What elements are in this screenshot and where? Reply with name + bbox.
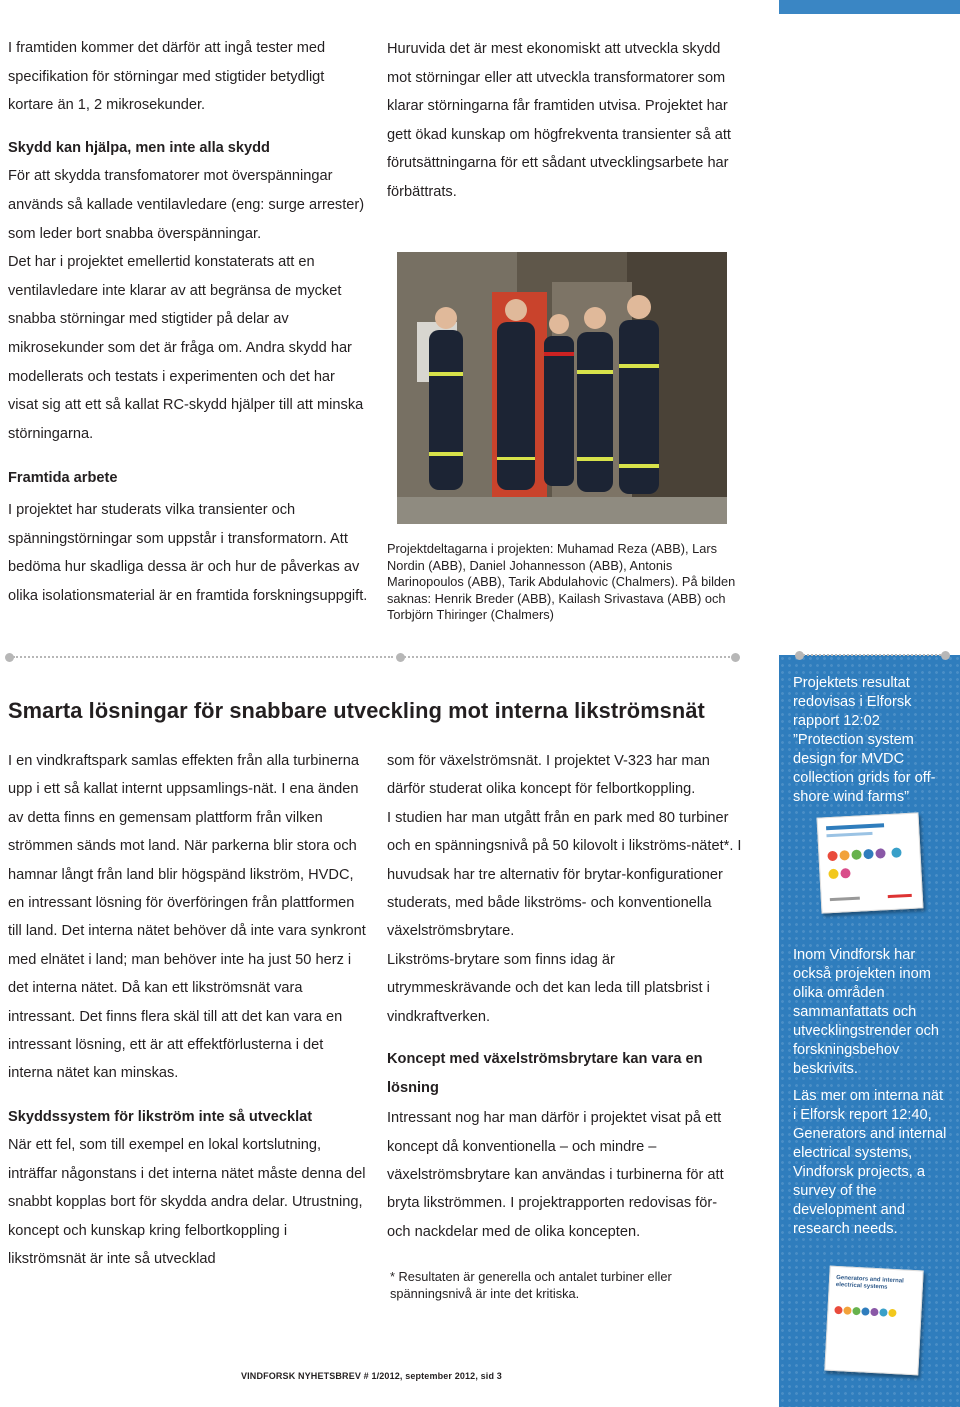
section-heading-koncept: Koncept med växelströmsbrytare kan vara en lösning — [387, 1051, 703, 1096]
paragraph-koncept: Intressant nog har man därför i projektet visat på ett koncept då konventionella – och mindre – växelströmsbrytare kan användas i turbinerna för att bryta likströmmen. I projektrapporten redovisas för- och nackdelar med de olika koncepten. — [387, 1110, 724, 1240]
article-title: Smarta lösningar för snabbare utveckling mot interna likströmsnät — [8, 698, 705, 723]
section-heading-skydd: Skydd kan hjälpa, men inte alla skydd — [8, 139, 270, 156]
intro-paragraph: I framtiden kommer det därför att ingå tester med specifikation för störningar med stigtider betydligt kortare än 1, 2 mikrosekunder. — [8, 40, 326, 114]
report-cover-1202-image — [817, 812, 924, 913]
paragraph-uppsamlingsnat: I en vindkraftspark samlas effekten från alla turbinerna upp i ett så kallat internt uppsamlings-nät. I ena änden av detta finns en gemensam plattform från vilken strömmen sänds mot land. När parkerna blir stora och hamnar långt från land blir högspänd likström, HVDC, en intressant lösning för överföringen från plattformen till land. Det interna nätet behöver då inte vara synkront med elnätet i land; man behöver inte ha just 50 herz i det interna nätet. Då kan ett likströmsnät vara intressant. Det finns flera skäl till att det kan vara en intressant lösning, ett är att effektförlusterna i det interna nätet kan minskas. — [8, 753, 366, 1082]
paragraph-ventilavledare: För att skydda transfomatorer mot överspänningar används så kallade ventilavledare (eng: surge arrester) som leder bort snabba överspänningar. — [8, 168, 365, 242]
project-participants-photo — [397, 252, 727, 524]
photo-caption: Projektdeltagarna i projekten: Muhamad Reza (ABB), Lars Nordin (ABB), Daniel Johannesson (ABB), Antonis Marinopoulos (ABB), Tarik Abdulahovic (Chalmers). På bilden saknas: Henrik Breder (ABB), Kailash Srivastava (ABB) och Torbjörn Thiringer (Chalmers) — [387, 541, 736, 623]
sidebar-divider-rule — [803, 654, 945, 656]
paragraph-v323: som för växelströmsnät. I projektet V-323 har man därför studerat olika koncept för felbortkoppling. — [387, 753, 710, 798]
sidebar-box-vindforsk-trends: Inom Vindforsk har också projekten inom olika områden sammanfattats och utvecklingstrender och forskningsbehov beskrivits. — [793, 947, 940, 1077]
section-divider-rule — [13, 656, 393, 658]
sidebar-panel — [779, 655, 960, 1407]
report-cover-1240-image — [824, 1266, 923, 1376]
paragraph-felbortkoppling: När ett fel, som till exempel en lokal kortslutning, inträffar någonstans i det interna nätet måste denna del snabbt kopplas bort för skydda andra delar. Utrustning, koncept och kunskap kring felbortkoppling i likströmsnät är inte så utvecklad — [8, 1137, 366, 1268]
rule-endpoint-dot — [941, 651, 950, 660]
paragraph-framtida-arbete: I projektet har studerats vilka transienter och spänningstörningar som uppstår i transformatorn. Att bedöma hur skadliga dessa är och hur de påverkas av olika isolationsmaterial är en framtida forskningsuppgift. — [8, 501, 368, 604]
section-heading-skyddssystem: Skyddssystem för likström inte så utvecklat — [8, 1108, 313, 1125]
article2-right-column — [387, 747, 742, 1246]
article2-left-column — [8, 747, 368, 1274]
page-footer: VINDFORSK NYHETSBREV # 1/2012, september 2012, sid 3 — [241, 1371, 502, 1381]
footnote: * Resultaten är generella och antalet turbiner eller spänningsnivå är inte det kritiska. — [390, 1269, 672, 1301]
paragraph-likstromsbrytare: Likströms-brytare som finns idag är utrymmeskrävande och det kan leda till platsbrist i vindkraftverken. — [387, 951, 710, 1025]
left-column-top — [8, 34, 368, 610]
section-heading-framtida-arbete: Framtida arbete — [8, 470, 118, 487]
paragraph-rc-skydd: Det har i projektet emellertid konstaterats att en ventilavledare inte klarar av att begränsa de mycket snabba störningar med stigtider på delar av mikrosekunder som det är fråga om. Andra skydd har modellerats och testats i experimenten och det har visat sig att ett så kallat RC-skydd hjälper till att minska störningarna. — [8, 254, 364, 442]
report-cover-title: Generators and internal electrical systems — [835, 1274, 904, 1291]
rule-endpoint-dot — [731, 653, 740, 662]
sidebar-box-report-1240: Läs mer om interna nät i Elforsk report 12:40, Generators and internal electrical systems, Vindforsk projects, a survey of the development and research needs. — [793, 1088, 947, 1237]
section-divider-rule — [404, 656, 734, 658]
sidebar-box-report-1202: Projektets resultat redovisas i Elforsk rapport 12:02 ”Protection system design for MVDC collection grids for off-shore wind farms” — [793, 675, 936, 805]
paragraph-studien: I studien har man utgått från en park med 80 turbiner och en spänningsnivå på 50 kilovolt i likströms-nätet*. I huvudsak har tre alternativ för brytar-konfigurationer studerats, med både likströms- och konventionella växelströmsbrytare. — [387, 809, 742, 940]
paragraph-huruvida: Huruvida det är mest ekonomiskt att utveckla skydd mot störningar eller att utveckla transformatorer som klarar störningarna får framtiden utvisa. Projektet har gett ökad kunskap om högfrekventa transienter så att förutsättningarna för ett sådant utvecklingsarbete har förbättrats. — [387, 41, 731, 200]
sidebar-top-strip — [779, 0, 960, 14]
